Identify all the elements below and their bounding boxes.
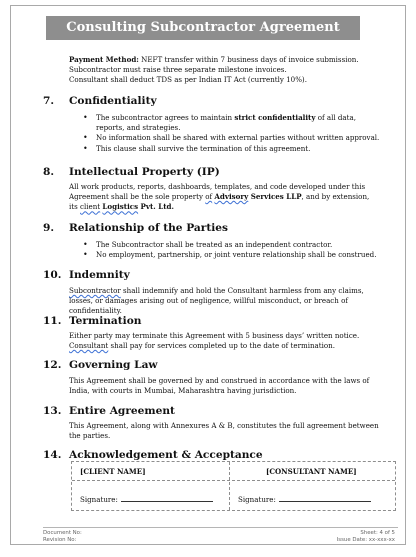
section-13-number: 13. [43,405,62,417]
footer-issue-date: Issue Date: xx-xxx-xx [336,537,395,543]
section-7-title: Confidentiality [69,95,157,107]
section-13-paragraph: This Agreement, along with Annexures A & B, constitutes the full agreement between the parties. [69,421,379,441]
section-10-title: Indemnity [69,269,130,281]
table-row [72,462,395,481]
section-9-title: Relationship of the Parties [69,222,228,234]
footer-document-no: Document No: [43,530,82,536]
document-title: Consulting Subcontractor Agreement Template [46,16,360,40]
section-12-paragraph: This Agreement shall be governed by and construed in accordance with the laws of India, with courts in Mumbai, Maharashtra having jurisdiction. [69,376,370,396]
payment-line-3: Consultant shall deduct TDS as per Indian IT Act (currently 10%). [69,75,307,85]
section-8-title: Intellectual Property (IP) [69,166,220,178]
section-8-paragraph: All work products, reports, dashboards, templates, and code developed under this Agreement shall be the sole property of Advisory Services LLP, and by extension, its client Logistics Pvt. Ltd. [69,182,370,212]
client-signature-field[interactable] [80,494,213,504]
consultant-signature-field[interactable] [238,494,371,504]
section-8-number: 8. [43,166,55,178]
document-body [11,6,405,544]
section-14-number: 14. [43,449,62,461]
section-11-title: Termination [69,315,142,327]
section-9-bullets [83,240,381,260]
payment-method-label: Payment Method: [69,55,139,64]
section-11-paragraph: Either party may terminate this Agreement with 5 business days’ written notice. Consultant shall pay for services completed up to the date of termination. [69,331,360,351]
section-12-title: Governing Law [69,359,158,371]
table-row [72,480,395,511]
section-13-title: Entire Agreement [69,405,175,417]
section-7-bullets [83,113,381,154]
section-7-number: 7. [43,95,55,107]
payment-block [69,55,379,86]
document-page [10,5,406,545]
payment-line-1 [69,55,379,65]
section-12-number: 12. [43,359,62,371]
list-item: • The subcontractor agrees to maintain strict confidentiality of all data, reports, and strategies. [83,113,381,133]
signature-line [279,494,371,502]
client-name-cell: [CLIENT NAME] [80,467,146,476]
list-item: • The Subcontractor shall be treated as an independent contractor. [83,240,381,250]
payment-method-text: NEFT transfer within 7 business days of invoice submission. [138,55,359,64]
section-9-number: 9. [43,222,55,234]
list-item: • No information shall be shared with external parties without written approval. [83,133,381,143]
consultant-name-cell: [CONSULTANT NAME] [266,467,357,476]
payment-line-2: Subcontractor must raise three separate milestone invoices. [69,65,287,75]
signature-label: Signature: [238,495,276,504]
section-11-number: 11. [43,315,62,327]
signature-label: Signature: [80,495,118,504]
section-10-number: 10. [43,269,62,281]
footer-sheet: Sheet: 4 of 5 [360,530,395,536]
section-14-title: Acknowledgement & Acceptance [69,449,263,461]
footer-divider [43,527,398,528]
signature-line [121,494,213,502]
list-item: • No employment, partnership, or joint venture relationship shall be construed. [83,250,381,260]
acknowledgement-table [71,461,396,511]
list-item: • This clause shall survive the termination of this agreement. [83,144,381,154]
section-10-paragraph: Subcontractor shall indemnify and hold the Consultant harmless from any claims, losses, or damages arising out of negligence, willful misconduct, or breach of confidentiality. [69,286,364,316]
footer-revision-no: Revision No: [43,537,77,543]
